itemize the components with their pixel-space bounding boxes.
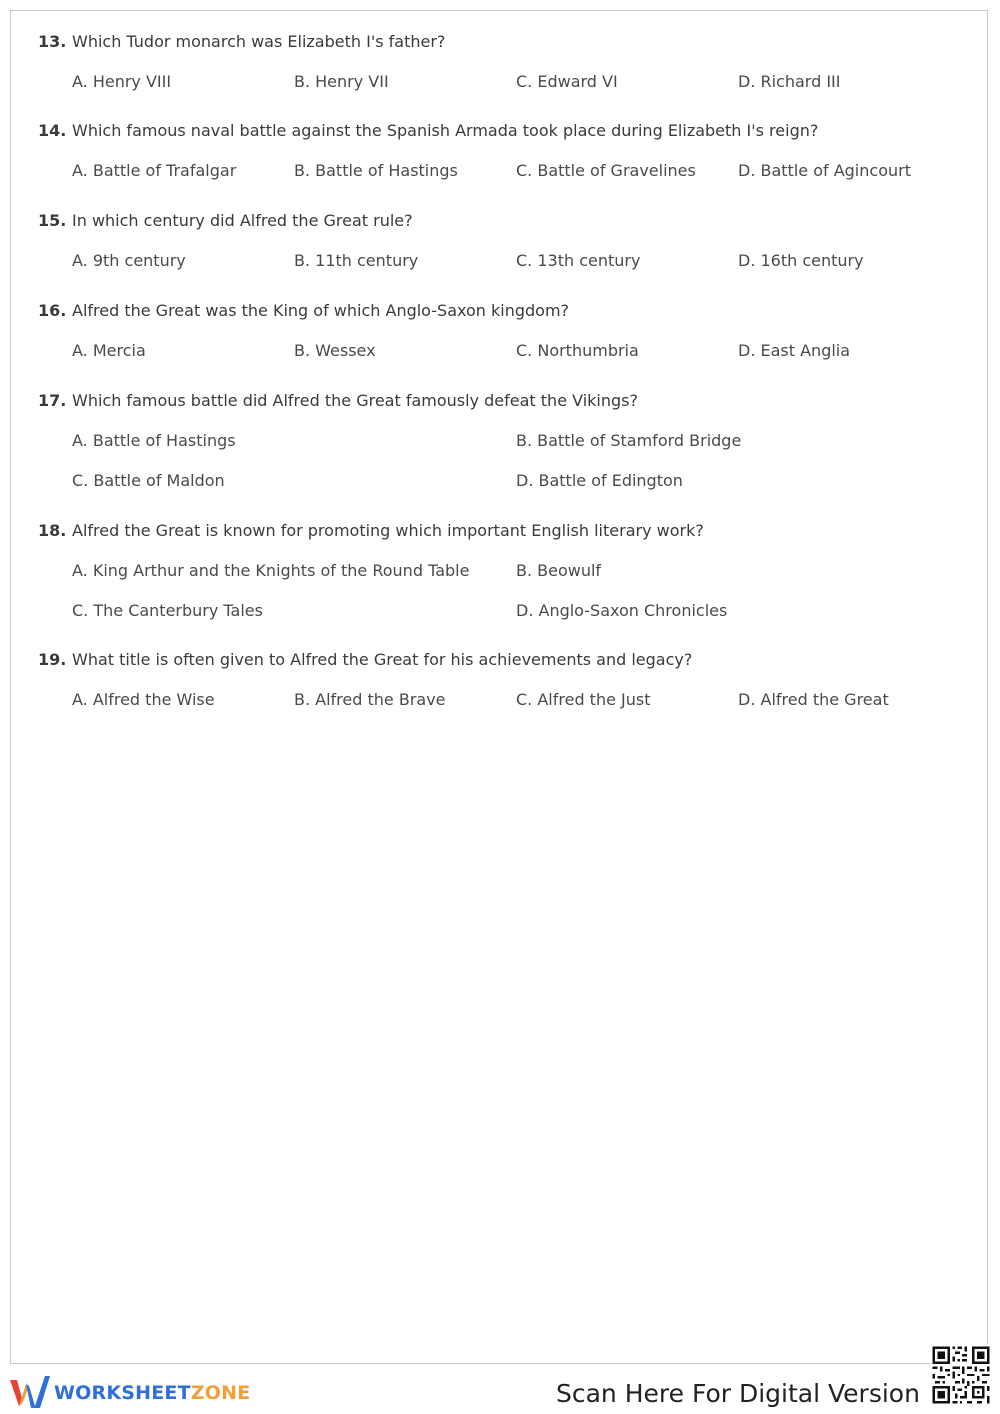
option-a[interactable]: A. Alfred the Wise [72, 690, 215, 709]
answer-options [72, 430, 978, 492]
option-c[interactable]: C. Northumbria [516, 341, 639, 360]
option-c[interactable]: C. 13th century [516, 251, 641, 270]
option-d[interactable]: D. Anglo-Saxon Chronicles [516, 601, 728, 620]
scan-here-text: Scan Here For Digital Version [556, 1379, 920, 1408]
answer-options [72, 560, 978, 622]
question-number: 18. [38, 521, 67, 540]
option-a[interactable]: A. Battle of Hastings [72, 431, 236, 450]
question-16 [38, 300, 978, 362]
logo-word-zone: ZONE [190, 1382, 251, 1404]
question-17 [38, 390, 978, 492]
worksheet-zone-logo[interactable] [10, 1375, 250, 1411]
option-b[interactable]: B. Wessex [294, 341, 376, 360]
question-number: 19. [38, 650, 67, 669]
question-number: 13. [38, 32, 67, 51]
answer-options [72, 71, 978, 93]
logo-word-worksheet: WORKSHEET [54, 1382, 191, 1404]
question-13 [38, 31, 978, 93]
question-number: 17. [38, 391, 67, 410]
logo-text [54, 1382, 250, 1404]
option-a[interactable]: A. Mercia [72, 341, 146, 360]
question-text: Which famous naval battle against the Spanish Armada took place during Elizabeth I's reign? [72, 121, 819, 140]
question-14 [38, 120, 978, 182]
answer-options [72, 340, 978, 362]
option-b[interactable]: B. Battle of Stamford Bridge [516, 431, 742, 450]
question-15 [38, 210, 978, 272]
option-a[interactable]: A. King Arthur and the Knights of the Round Table [72, 561, 470, 580]
option-d[interactable]: D. East Anglia [738, 341, 851, 360]
option-c[interactable]: C. The Canterbury Tales [72, 601, 263, 620]
answer-options [72, 160, 978, 182]
option-d[interactable]: D. Alfred the Great [738, 690, 889, 709]
question-text: What title is often given to Alfred the Great for his achievements and legacy? [72, 650, 693, 669]
question-text: Alfred the Great was the King of which Anglo-Saxon kingdom? [72, 301, 570, 320]
option-b[interactable]: B. Alfred the Brave [294, 690, 446, 709]
option-a[interactable]: A. Battle of Trafalgar [72, 161, 237, 180]
option-b[interactable]: B. Beowulf [516, 561, 602, 580]
option-d[interactable]: D. 16th century [738, 251, 864, 270]
question-number: 14. [38, 121, 67, 140]
question-text: Which famous battle did Alfred the Great famously defeat the Vikings? [72, 391, 638, 410]
option-d[interactable]: D. Battle of Agincourt [738, 161, 911, 180]
option-a[interactable]: A. Henry VIII [72, 72, 172, 91]
question-18 [38, 520, 978, 622]
answer-options [72, 250, 978, 272]
logo-w-icon [10, 1376, 50, 1410]
option-b[interactable]: B. 11th century [294, 251, 419, 270]
worksheet-page [10, 10, 988, 1364]
question-text: Alfred the Great is known for promoting which important English literary work? [72, 521, 704, 540]
question-number: 16. [38, 301, 67, 320]
question-19 [38, 649, 978, 711]
question-number: 15. [38, 211, 67, 230]
option-c[interactable]: C. Alfred the Just [516, 690, 651, 709]
option-d[interactable]: D. Battle of Edington [516, 471, 683, 490]
answer-options [72, 689, 978, 711]
option-b[interactable]: B. Battle of Hastings [294, 161, 458, 180]
option-c[interactable]: C. Battle of Maldon [72, 471, 225, 490]
question-text: Which Tudor monarch was Elizabeth I's father? [72, 32, 446, 51]
option-d[interactable]: D. Richard III [738, 72, 841, 91]
option-c[interactable]: C. Battle of Gravelines [516, 161, 696, 180]
option-a[interactable]: A. 9th century [72, 251, 186, 270]
question-text: In which century did Alfred the Great rule? [72, 211, 413, 230]
qr-code-icon[interactable] [930, 1344, 992, 1406]
option-b[interactable]: B. Henry VII [294, 72, 389, 91]
option-c[interactable]: C. Edward VI [516, 72, 618, 91]
